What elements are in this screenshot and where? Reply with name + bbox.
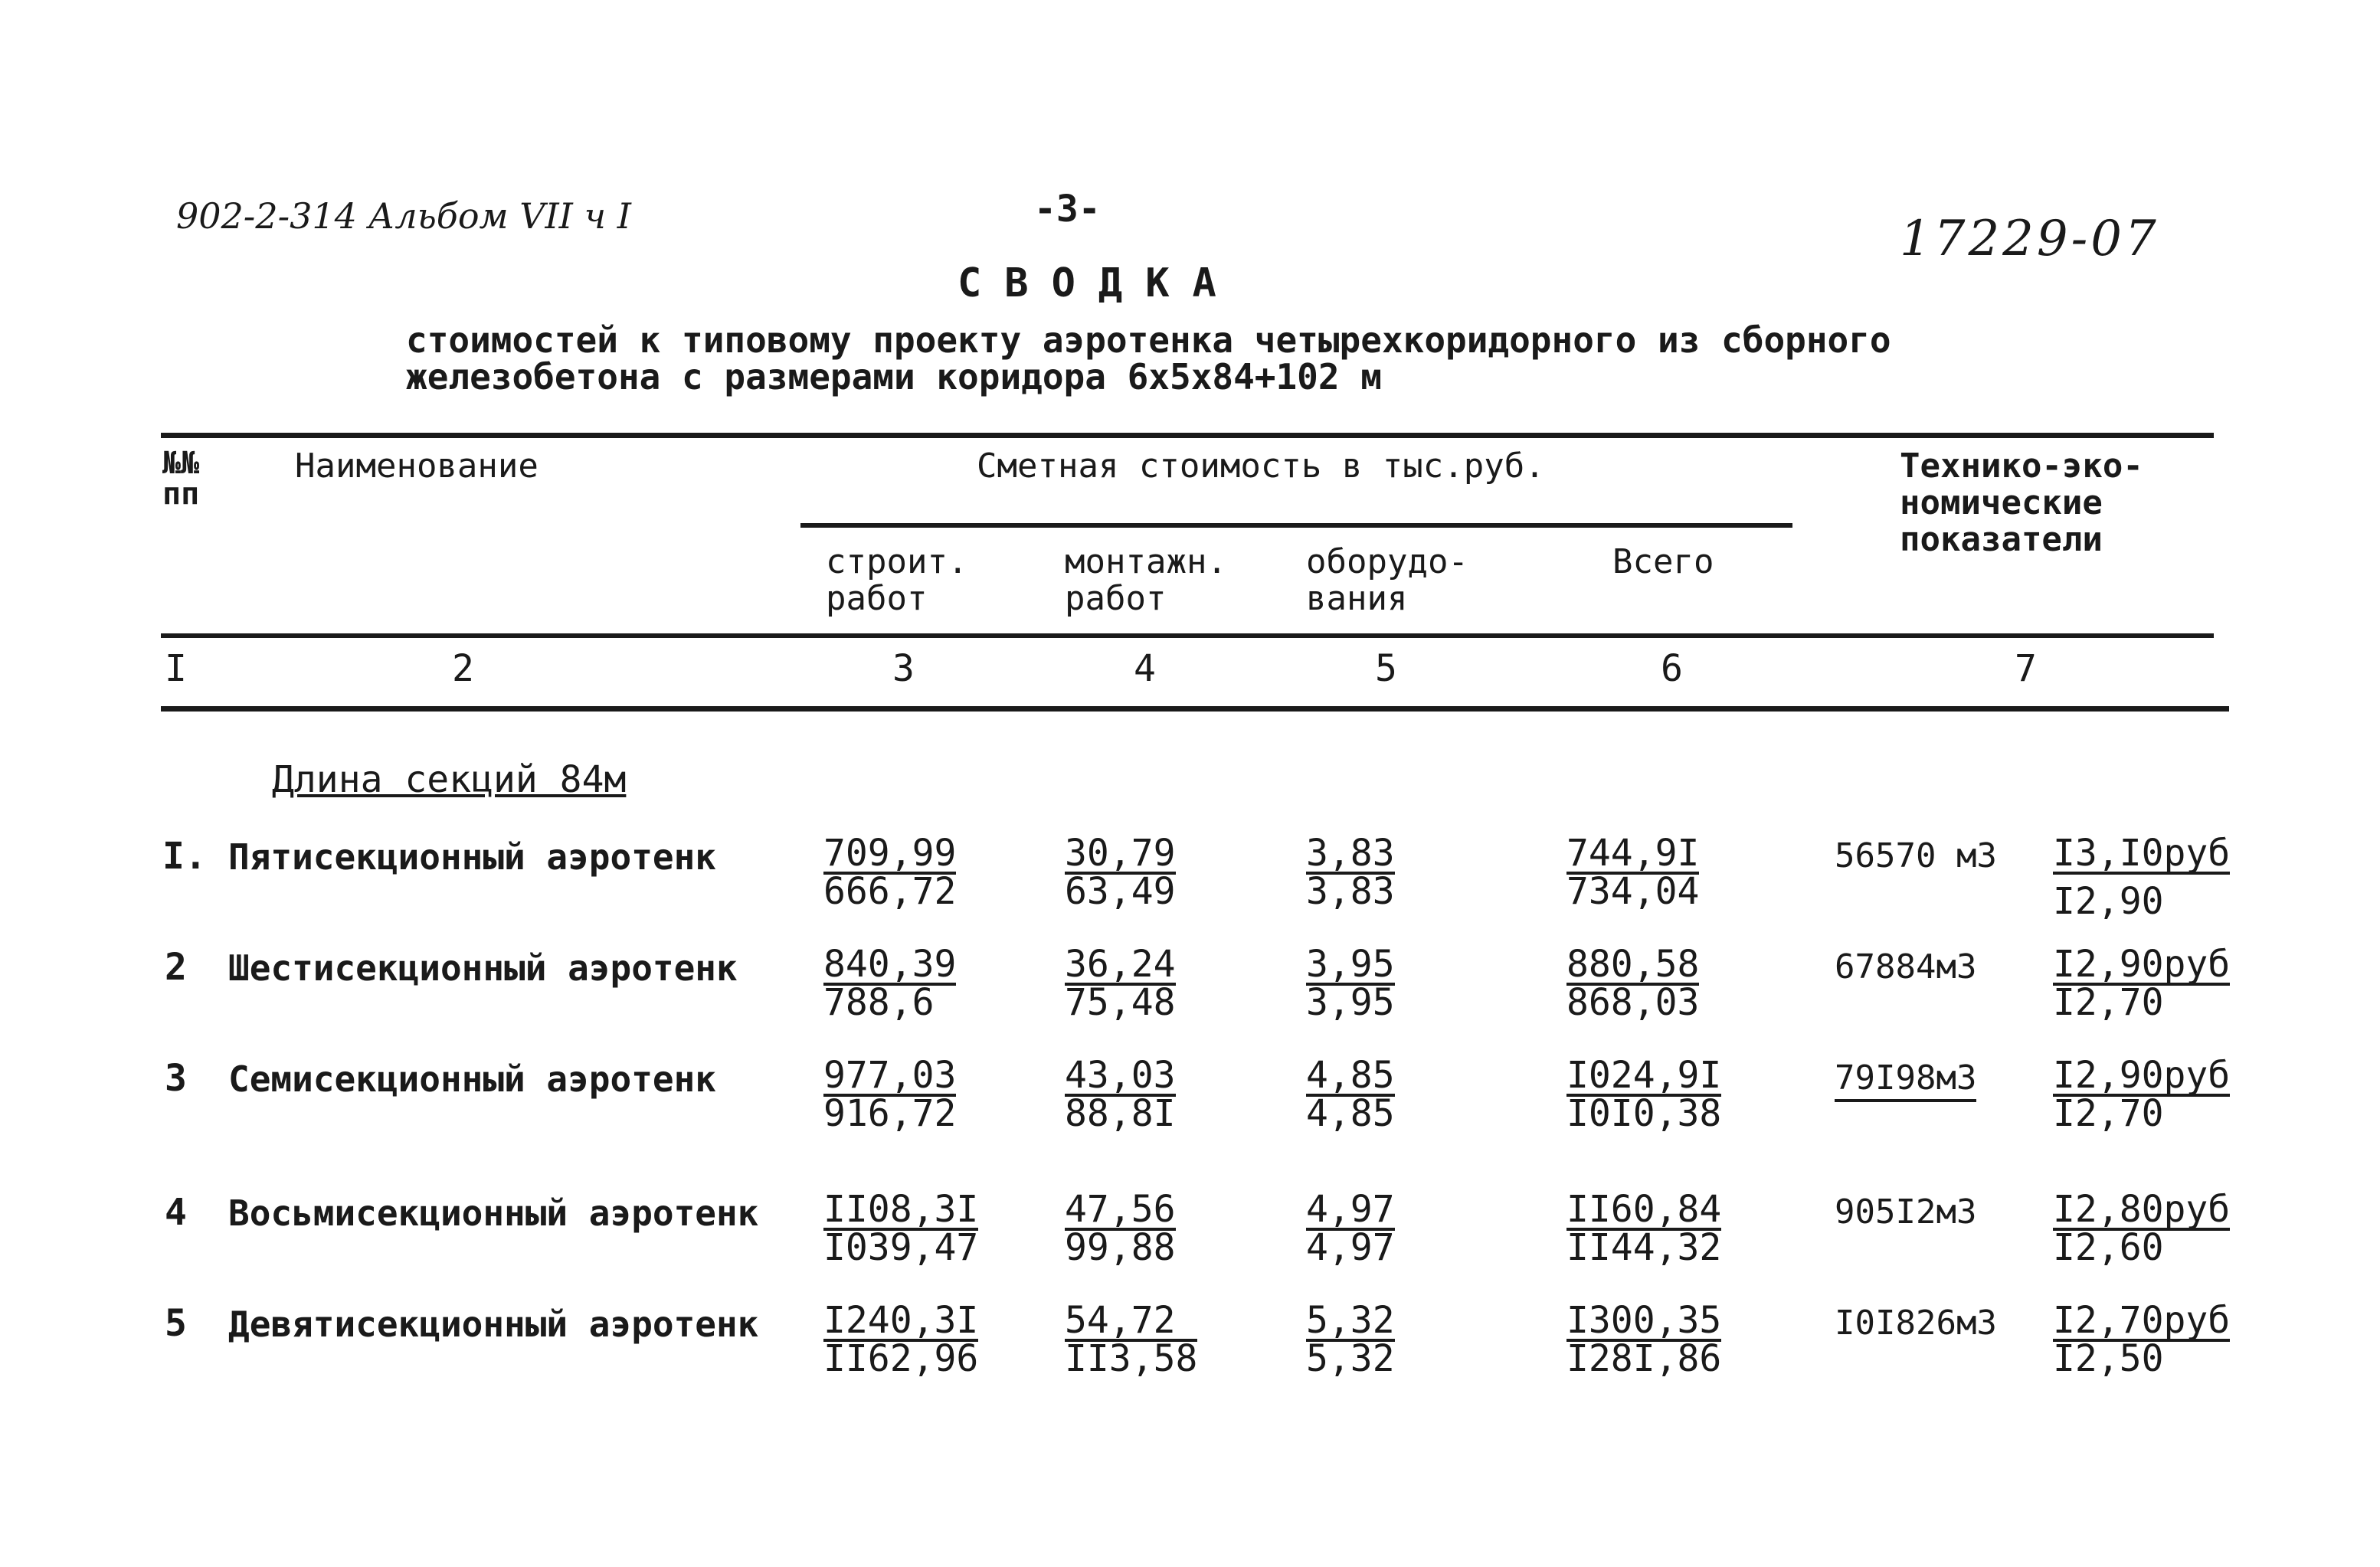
- row-5-equipment-bottom: 5,32: [1306, 1337, 1395, 1380]
- header-installation: [1065, 544, 1227, 617]
- row-3-construction-top: 977,03: [823, 1054, 957, 1097]
- row-4-volume: 905I2м3: [1835, 1192, 1977, 1232]
- row-1-installation-bottom: 63,49: [1065, 870, 1176, 913]
- row-3-total-top: I024,9I: [1566, 1054, 1722, 1097]
- row-5-construction-bottom: II62,96: [823, 1337, 979, 1380]
- row-4-total-bottom: II44,32: [1566, 1226, 1722, 1269]
- row-5-installation: [1065, 1299, 1198, 1380]
- row-3-unit-cost-bottom: I2,70: [2053, 1092, 2164, 1135]
- header-installation-1: монтажн.: [1065, 542, 1227, 581]
- header-name: Наименование: [295, 447, 539, 486]
- row-5-equipment-top: 5,32: [1306, 1299, 1395, 1342]
- col-number-1: I: [165, 647, 187, 690]
- col-number-3: 3: [892, 647, 915, 690]
- sheet-reference: 902-2-314 Альбом VII ч I: [176, 195, 631, 237]
- row-4-total: [1566, 1188, 1722, 1269]
- row-1-volume: 56570 м3: [1835, 836, 1997, 875]
- row-5-installation-bottom: II3,58: [1065, 1337, 1198, 1380]
- row-2-construction-bottom: 788,6: [823, 981, 935, 1024]
- row-3-installation-top: 43,03: [1065, 1054, 1176, 1097]
- row-1-total-bottom: 734,04: [1566, 870, 1700, 913]
- row-5-name: Девятисекционный аэротенк: [228, 1304, 759, 1345]
- row-3-equipment-bottom: 4,85: [1306, 1092, 1395, 1135]
- row-1-unit-cost: [2053, 832, 2231, 928]
- row-4-equipment-top: 4,97: [1306, 1188, 1395, 1231]
- row-5-unit-cost-top: I2,70руб: [2053, 1299, 2231, 1342]
- row-4-unit-cost: [2053, 1188, 2231, 1269]
- col-number-4: 4: [1134, 647, 1156, 690]
- row-3-unit-cost: [2053, 1054, 2231, 1135]
- row-2-construction-top: 840,39: [823, 943, 957, 986]
- header-bottom-rule: [161, 633, 2214, 638]
- row-1-name: Пятисекционный аэротенк: [228, 836, 716, 878]
- section-title: Длина секций 84м: [272, 758, 627, 801]
- col-number-7: 7: [2015, 647, 2037, 690]
- row-3-construction-bottom: 916,72: [823, 1092, 957, 1135]
- row-1-installation: [1065, 832, 1176, 913]
- header-construction: [826, 544, 967, 617]
- row-2-equipment-top: 3,95: [1306, 943, 1395, 986]
- page-number: -3-: [1034, 188, 1101, 231]
- header-tech: [1900, 448, 2143, 558]
- row-1-equipment-top: 3,83: [1306, 832, 1395, 875]
- row-2-equipment-bottom: 3,95: [1306, 981, 1395, 1024]
- row-3-name: Семисекционный аэротенк: [228, 1058, 716, 1100]
- row-2-installation: [1065, 943, 1176, 1024]
- header-total: Всего: [1612, 542, 1714, 581]
- header-tech-3: показатели: [1900, 520, 2103, 559]
- document-code: 17229-07: [1900, 211, 2159, 267]
- subtitle-line-2: железобетона с размерами коридора 6х5х84+102 м: [406, 356, 1382, 397]
- column-numbers-rule: [161, 706, 2229, 712]
- row-5-total: [1566, 1299, 1722, 1380]
- row-3-equipment-top: 4,85: [1306, 1054, 1395, 1097]
- row-2-total-top: 880,58: [1566, 943, 1700, 986]
- row-4-installation-top: 47,56: [1065, 1188, 1176, 1231]
- row-1-construction: [823, 832, 957, 913]
- row-1-construction-bottom: 666,72: [823, 870, 957, 913]
- row-4-installation: [1065, 1188, 1176, 1269]
- header-construction-1: строит.: [826, 542, 968, 581]
- header-equipment-2: вания: [1306, 579, 1408, 618]
- row-5-num: 5: [165, 1302, 187, 1345]
- row-3-unit-cost-top: I2,90руб: [2053, 1054, 2231, 1097]
- row-4-unit-cost-top: I2,80руб: [2053, 1188, 2231, 1231]
- row-4-total-top: II60,84: [1566, 1188, 1722, 1231]
- header-equipment: [1306, 544, 1468, 617]
- header-tech-2: номические: [1900, 483, 2103, 522]
- row-3-total-bottom: I0I0,38: [1566, 1092, 1722, 1135]
- header-num: №№ пп: [162, 446, 200, 512]
- row-5-unit-cost: [2053, 1299, 2231, 1380]
- header-tech-1: Технико-эко-: [1900, 447, 2143, 486]
- row-4-equipment-bottom: 4,97: [1306, 1226, 1395, 1269]
- row-4-unit-cost-bottom: I2,60: [2053, 1226, 2164, 1269]
- row-2-total: [1566, 943, 1700, 1024]
- row-3-volume: 79I98м3: [1835, 1058, 1976, 1102]
- row-2-unit-cost: [2053, 943, 2231, 1024]
- header-equipment-1: оборудо-: [1306, 542, 1468, 581]
- row-5-total-bottom: I28I,86: [1566, 1337, 1722, 1380]
- row-2-total-bottom: 868,03: [1566, 981, 1700, 1024]
- row-3-total: [1566, 1054, 1722, 1135]
- row-1-unit-cost-top: I3,I0руб: [2053, 832, 2231, 875]
- row-2-construction: [823, 943, 957, 1024]
- row-2-unit-cost-bottom: I2,70: [2053, 981, 2164, 1024]
- document-subtitle: [406, 319, 1891, 397]
- row-2-volume: 67884м3: [1835, 947, 1977, 986]
- row-1-num: I.: [162, 835, 207, 878]
- row-4-equipment: [1306, 1188, 1395, 1269]
- header-construction-2: работ: [826, 579, 928, 618]
- row-4-construction-bottom: I039,47: [823, 1226, 979, 1269]
- row-1-total: [1566, 832, 1700, 913]
- row-3-equipment: [1306, 1054, 1395, 1135]
- row-4-construction: [823, 1188, 979, 1269]
- row-3-installation: [1065, 1054, 1176, 1135]
- row-1-installation-top: 30,79: [1065, 832, 1176, 875]
- row-3-num: 3: [165, 1057, 187, 1100]
- row-5-construction: [823, 1299, 979, 1380]
- row-4-num: 4: [165, 1191, 187, 1234]
- row-2-num: 2: [165, 946, 187, 989]
- header-installation-2: работ: [1065, 579, 1167, 618]
- row-2-equipment: [1306, 943, 1395, 1024]
- document-title: СВОДКА: [958, 260, 1239, 306]
- subtitle-line-1: стоимостей к типовому проекту аэротенка четырехкоридорного из сборного: [406, 319, 1891, 361]
- table-top-rule: [161, 433, 2214, 438]
- row-1-construction-top: 709,99: [823, 832, 957, 875]
- row-5-construction-top: I240,3I: [823, 1299, 979, 1342]
- row-2-installation-bottom: 75,48: [1065, 981, 1176, 1024]
- row-2-installation-top: 36,24: [1065, 943, 1176, 986]
- row-2-name: Шестисекционный аэротенк: [228, 947, 738, 989]
- row-4-name: Восьмисекционный аэротенк: [228, 1192, 759, 1234]
- row-4-installation-bottom: 99,88: [1065, 1226, 1176, 1269]
- row-3-construction: [823, 1054, 957, 1135]
- row-1-equipment-bottom: 3,83: [1306, 870, 1395, 913]
- row-2-unit-cost-top: I2,90руб: [2053, 943, 2231, 986]
- row-3-installation-bottom: 88,8I: [1065, 1092, 1176, 1135]
- row-5-total-top: I300,35: [1566, 1299, 1722, 1342]
- row-5-equipment: [1306, 1299, 1395, 1380]
- cost-group-rule: [800, 523, 1792, 528]
- row-5-unit-cost-bottom: I2,50: [2053, 1337, 2164, 1380]
- row-4-construction-top: II08,3I: [823, 1188, 979, 1231]
- col-number-2: 2: [452, 647, 474, 690]
- row-1-unit-cost-bottom: I2,90: [2053, 880, 2164, 923]
- col-number-6: 6: [1661, 647, 1683, 690]
- row-1-equipment: [1306, 832, 1395, 913]
- header-cost-group: Сметная стоимость в тыс.руб.: [977, 447, 1545, 486]
- col-number-5: 5: [1375, 647, 1397, 690]
- row-1-total-top: 744,9I: [1566, 832, 1700, 875]
- row-5-installation-top: 54,72: [1065, 1304, 1197, 1342]
- row-5-volume: I0I826м3: [1835, 1304, 1997, 1343]
